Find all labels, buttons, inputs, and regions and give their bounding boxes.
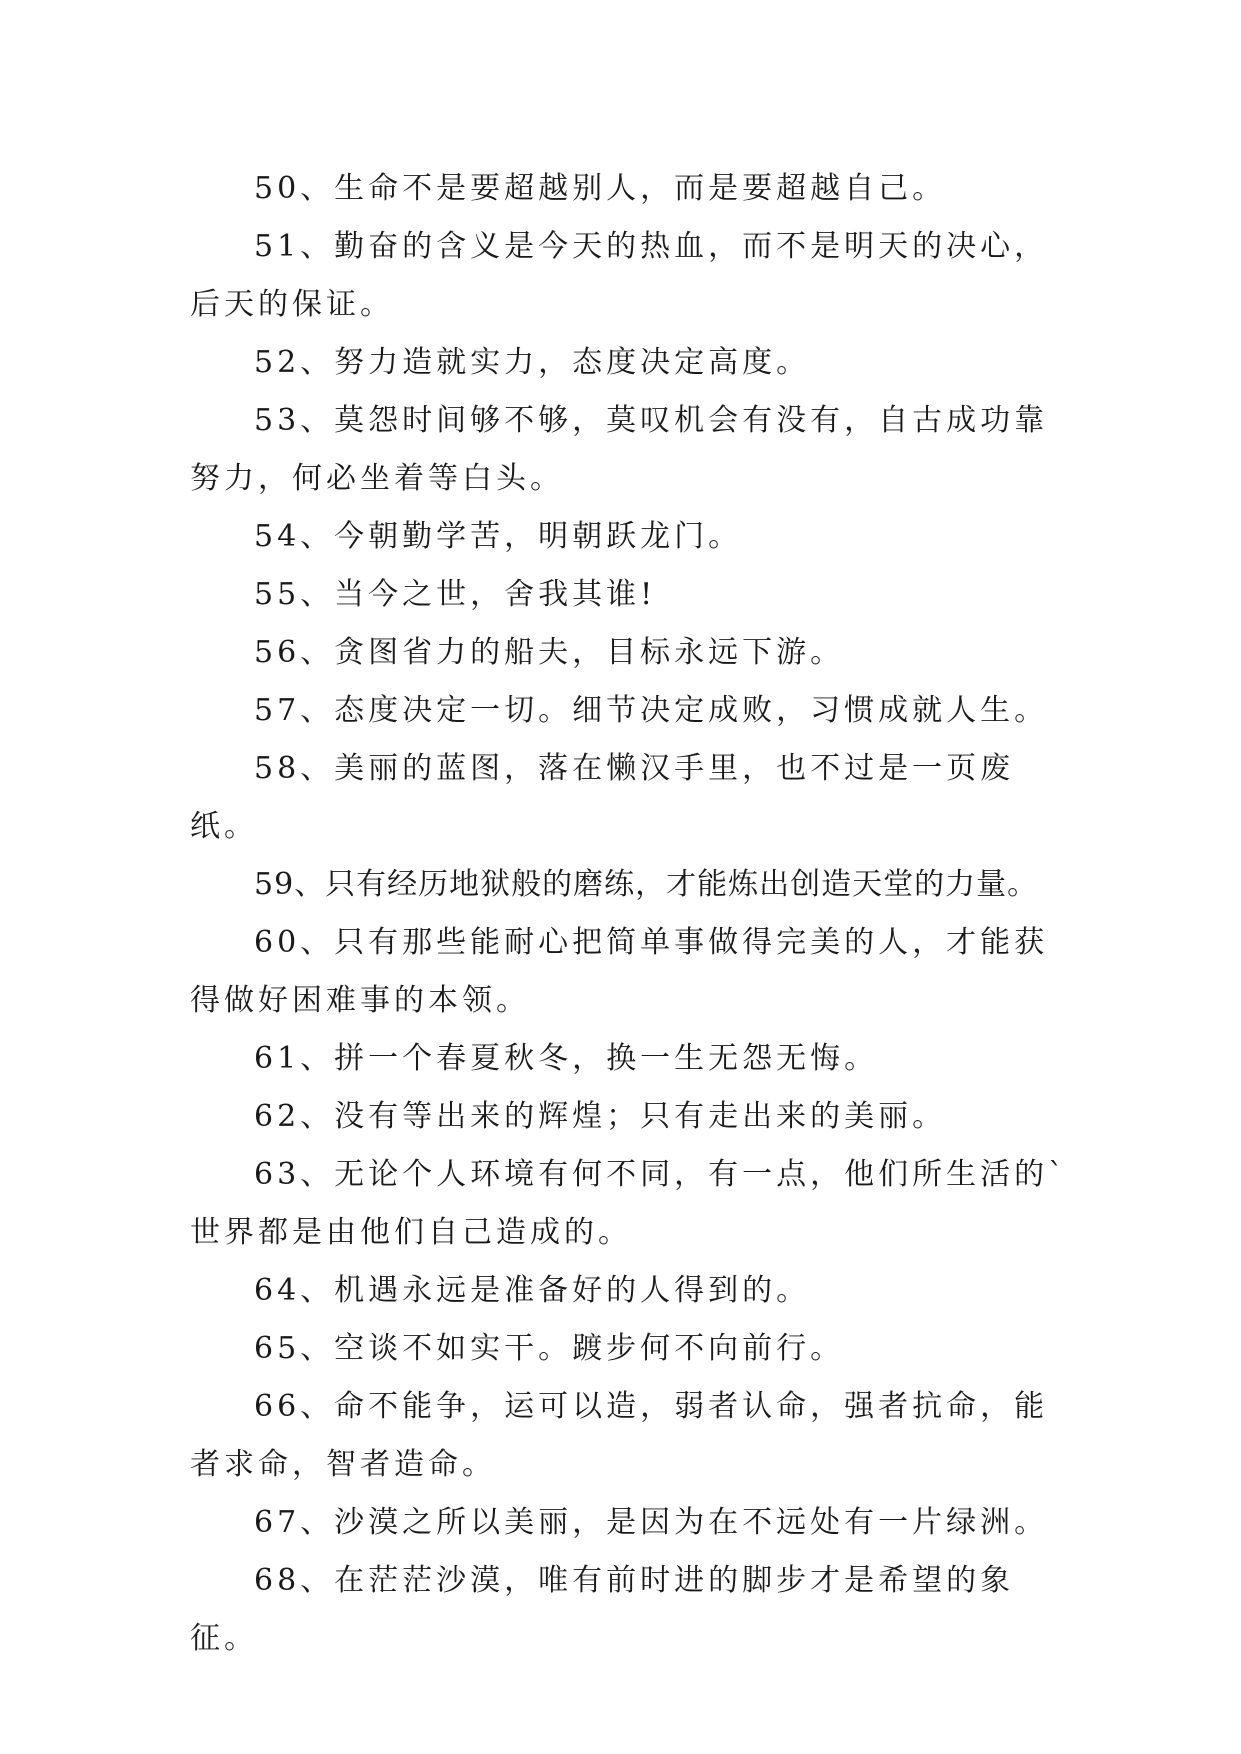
paragraph-55: 55、当今之世，舍我其谁! [254, 577, 657, 612]
paragraph-68: 68、在茫茫沙漠，唯有前时进的脚步才是希望的象征。 [190, 1563, 1015, 1656]
paragraph-51: 51、勤奋的含义是今天的热血，而不是明天的决心，后天的保证。 [190, 229, 1049, 322]
paragraph-62: 62、没有等出来的辉煌；只有走出来的美丽。 [254, 1099, 947, 1134]
paragraph-63: 63、无论个人环境有何不同，有一点，他们所生活的`世界都是由他们自己造成的。 [190, 1157, 1068, 1250]
paragraph-57: 57、态度决定一切。细节决定成败，习惯成就人生。 [254, 693, 1049, 728]
paragraph-67: 67、沙漠之所以美丽，是因为在不远处有一片绿洲。 [254, 1505, 1049, 1540]
paragraph-61: 61、拼一个春夏秋冬，换一生无怨无悔。 [254, 1041, 879, 1076]
paragraph-59: 59、只有经历地狱般的磨练，才能炼出创造天堂的力量。 [254, 867, 1039, 902]
paragraph-60: 60、只有那些能耐心把简单事做得完美的人，才能获得做好困难事的本领。 [190, 925, 1049, 1018]
paragraph-65: 65、空谈不如实干。踱步何不向前行。 [254, 1331, 845, 1366]
document-body [190, 160, 1070, 1668]
paragraph-54: 54、今朝勤学苦，明朝跃龙门。 [254, 519, 743, 554]
paragraph-53: 53、莫怨时间够不够，莫叹机会有没有，自古成功靠努力，何必坐着等白头。 [190, 403, 1049, 496]
paragraph-66: 66、命不能争，运可以造，弱者认命，强者抗命，能者求命，智者造命。 [190, 1389, 1049, 1482]
paragraph-50: 50、生命不是要超越别人，而是要超越自己。 [254, 171, 947, 206]
paragraph-56: 56、贪图省力的船夫，目标永远下游。 [254, 635, 845, 670]
paragraph-64: 64、机遇永远是准备好的人得到的。 [254, 1273, 811, 1308]
paragraph-58: 58、美丽的蓝图，落在懒汉手里，也不过是一页废纸。 [190, 751, 1015, 844]
paragraph-52: 52、努力造就实力，态度决定高度。 [254, 345, 811, 380]
